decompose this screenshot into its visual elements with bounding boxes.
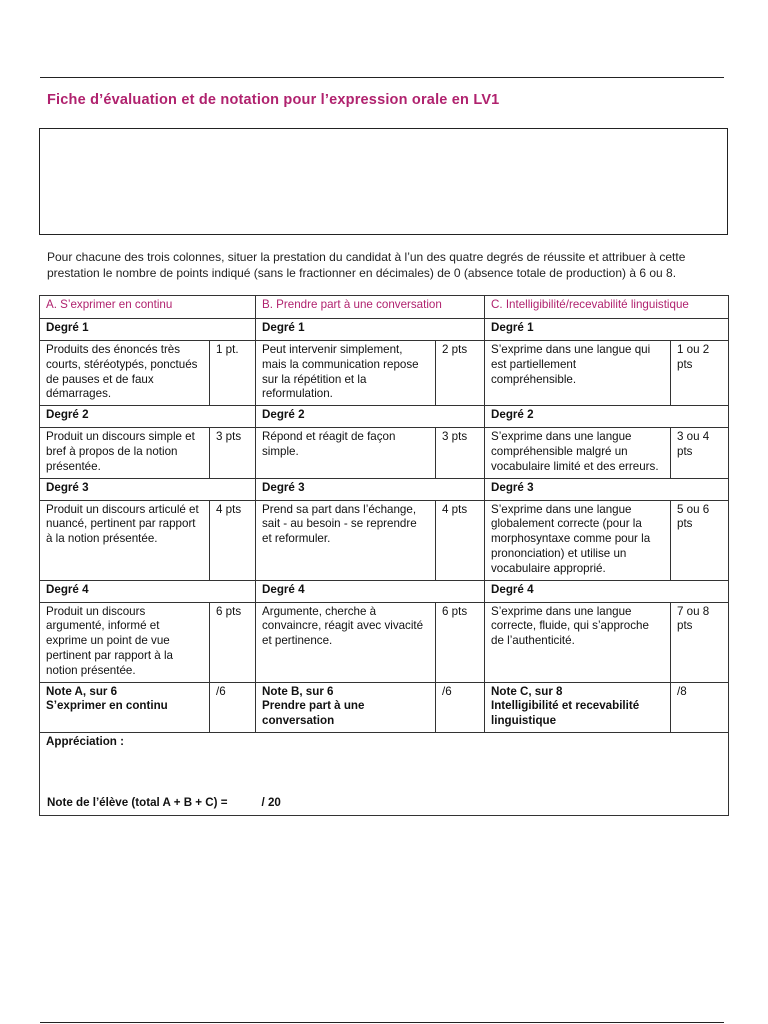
degree-header-row [40, 406, 729, 428]
criterion-b-points: 2 pts [436, 341, 485, 406]
criterion-a-points: 3 pts [210, 428, 256, 478]
column-header-a: A. S’exprimer en continu [40, 296, 256, 319]
degree-label-a: Degré 3 [40, 478, 256, 500]
note-a-subtitle: S’exprimer en continu [46, 699, 168, 713]
instructions-text: Pour chacune des trois colonnes, situer la prestation du candidat à l’un des quatre degrés de réussite et attribuer à cette prestation le nombre de points indiqué (sans le fractionner en décimales) de 0 (absence totale de production) à 6 ou 8. [47, 250, 686, 280]
criterion-a-text: Produits des énoncés très courts, stéréotypés, ponctués de pauses et de faux démarrages. [40, 341, 210, 406]
degree-label-c: Degré 1 [485, 319, 729, 341]
criterion-b-points: 3 pts [436, 428, 485, 478]
header-blank-box [39, 128, 728, 235]
criterion-a-text: Produit un discours articulé et nuancé, pertinent par rapport à la notion présentée. [40, 500, 210, 580]
column-header-b: B. Prendre part à une conversation [256, 296, 485, 319]
criterion-b-text: Prend sa part dans l’échange, sait - au besoin - se reprendre et reformuler. [256, 500, 436, 580]
criterion-a-text: Produit un discours simple et bref à propos de la notion présentée. [40, 428, 210, 478]
criterion-b-text: Répond et réagit de façon simple. [256, 428, 436, 478]
top-rule [40, 77, 724, 78]
degree-label-a: Degré 2 [40, 406, 256, 428]
criterion-b-points: 4 pts [436, 500, 485, 580]
note-b-subtitle: Prendre part à une conversation [262, 699, 365, 728]
degree-content-row [40, 602, 729, 682]
criterion-c-text: S’exprime dans une langue correcte, fluide, qui s’approche de l’authenticité. [485, 602, 671, 682]
page-title: Fiche d’évaluation et de notation pour l’expression orale en LV1 [47, 92, 500, 108]
criterion-c-points: 3 ou 4 pts [671, 428, 729, 478]
appreciation-cell [40, 732, 729, 815]
degree-label-a: Degré 4 [40, 580, 256, 602]
total-label: Note de l’élève (total A + B + C) = [47, 796, 228, 810]
degree-header-row [40, 478, 729, 500]
criterion-c-points: 5 ou 6 pts [671, 500, 729, 580]
column-header-row [40, 296, 729, 319]
note-c-label: Note C, sur 8 [491, 684, 563, 698]
criterion-a-points: 1 pt. [210, 341, 256, 406]
criterion-b-points: 6 pts [436, 602, 485, 682]
degree-label-c: Degré 4 [485, 580, 729, 602]
degree-label-c: Degré 3 [485, 478, 729, 500]
criterion-c-points: 7 ou 8 pts [671, 602, 729, 682]
degree-label-b: Degré 2 [256, 406, 485, 428]
note-c-cell [485, 682, 671, 732]
criterion-c-points: 1 ou 2 pts [671, 341, 729, 406]
note-b-cell [256, 682, 436, 732]
appreciation-row [40, 732, 729, 815]
degree-label-b: Degré 1 [256, 319, 485, 341]
degree-label-c: Degré 2 [485, 406, 729, 428]
column-header-c: C. Intelligibilité/recevabilité linguistique [485, 296, 729, 319]
appreciation-label: Appréciation : [46, 734, 124, 748]
notes-row [40, 682, 729, 732]
degree-header-row [40, 580, 729, 602]
criterion-a-points: 6 pts [210, 602, 256, 682]
degree-label-a: Degré 1 [40, 319, 256, 341]
note-a-cell [40, 682, 210, 732]
criterion-a-points: 4 pts [210, 500, 256, 580]
note-a-label: Note A, sur 6 [46, 684, 118, 698]
note-b-max: /6 [436, 682, 485, 732]
criterion-b-text: Argumente, cherche à convaincre, réagit avec vivacité et pertinence. [256, 602, 436, 682]
note-b-label: Note B, sur 6 [262, 684, 334, 698]
evaluation-grid [39, 295, 729, 816]
degree-content-row [40, 341, 729, 406]
bottom-rule [40, 1022, 724, 1023]
criterion-c-text: S’exprime dans une langue globalement correcte (pour la morphosyntaxe comme pour la prononciation) et utilise un vocabulaire approprié. [485, 500, 671, 580]
note-c-subtitle: Intelligibilité et recevabilité linguistique [491, 699, 640, 728]
degree-header-row [40, 319, 729, 341]
total-max: / 20 [261, 796, 281, 810]
criterion-b-text: Peut intervenir simplement, mais la communication repose sur la répétition et la reformulation. [256, 341, 436, 406]
degree-label-b: Degré 3 [256, 478, 485, 500]
criterion-a-text: Produit un discours argumenté, informé et exprime un point de vue pertinent par rapport à la notion présentée. [40, 602, 210, 682]
note-c-max: /8 [671, 682, 729, 732]
note-a-max: /6 [210, 682, 256, 732]
criterion-c-text: S’exprime dans une langue compréhensible malgré un vocabulaire limité et des erreurs. [485, 428, 671, 478]
criterion-c-text: S’exprime dans une langue qui est partiellement compréhensible. [485, 341, 671, 406]
degree-content-row [40, 428, 729, 478]
degree-label-b: Degré 4 [256, 580, 485, 602]
total-score-line [47, 796, 281, 811]
degree-content-row [40, 500, 729, 580]
